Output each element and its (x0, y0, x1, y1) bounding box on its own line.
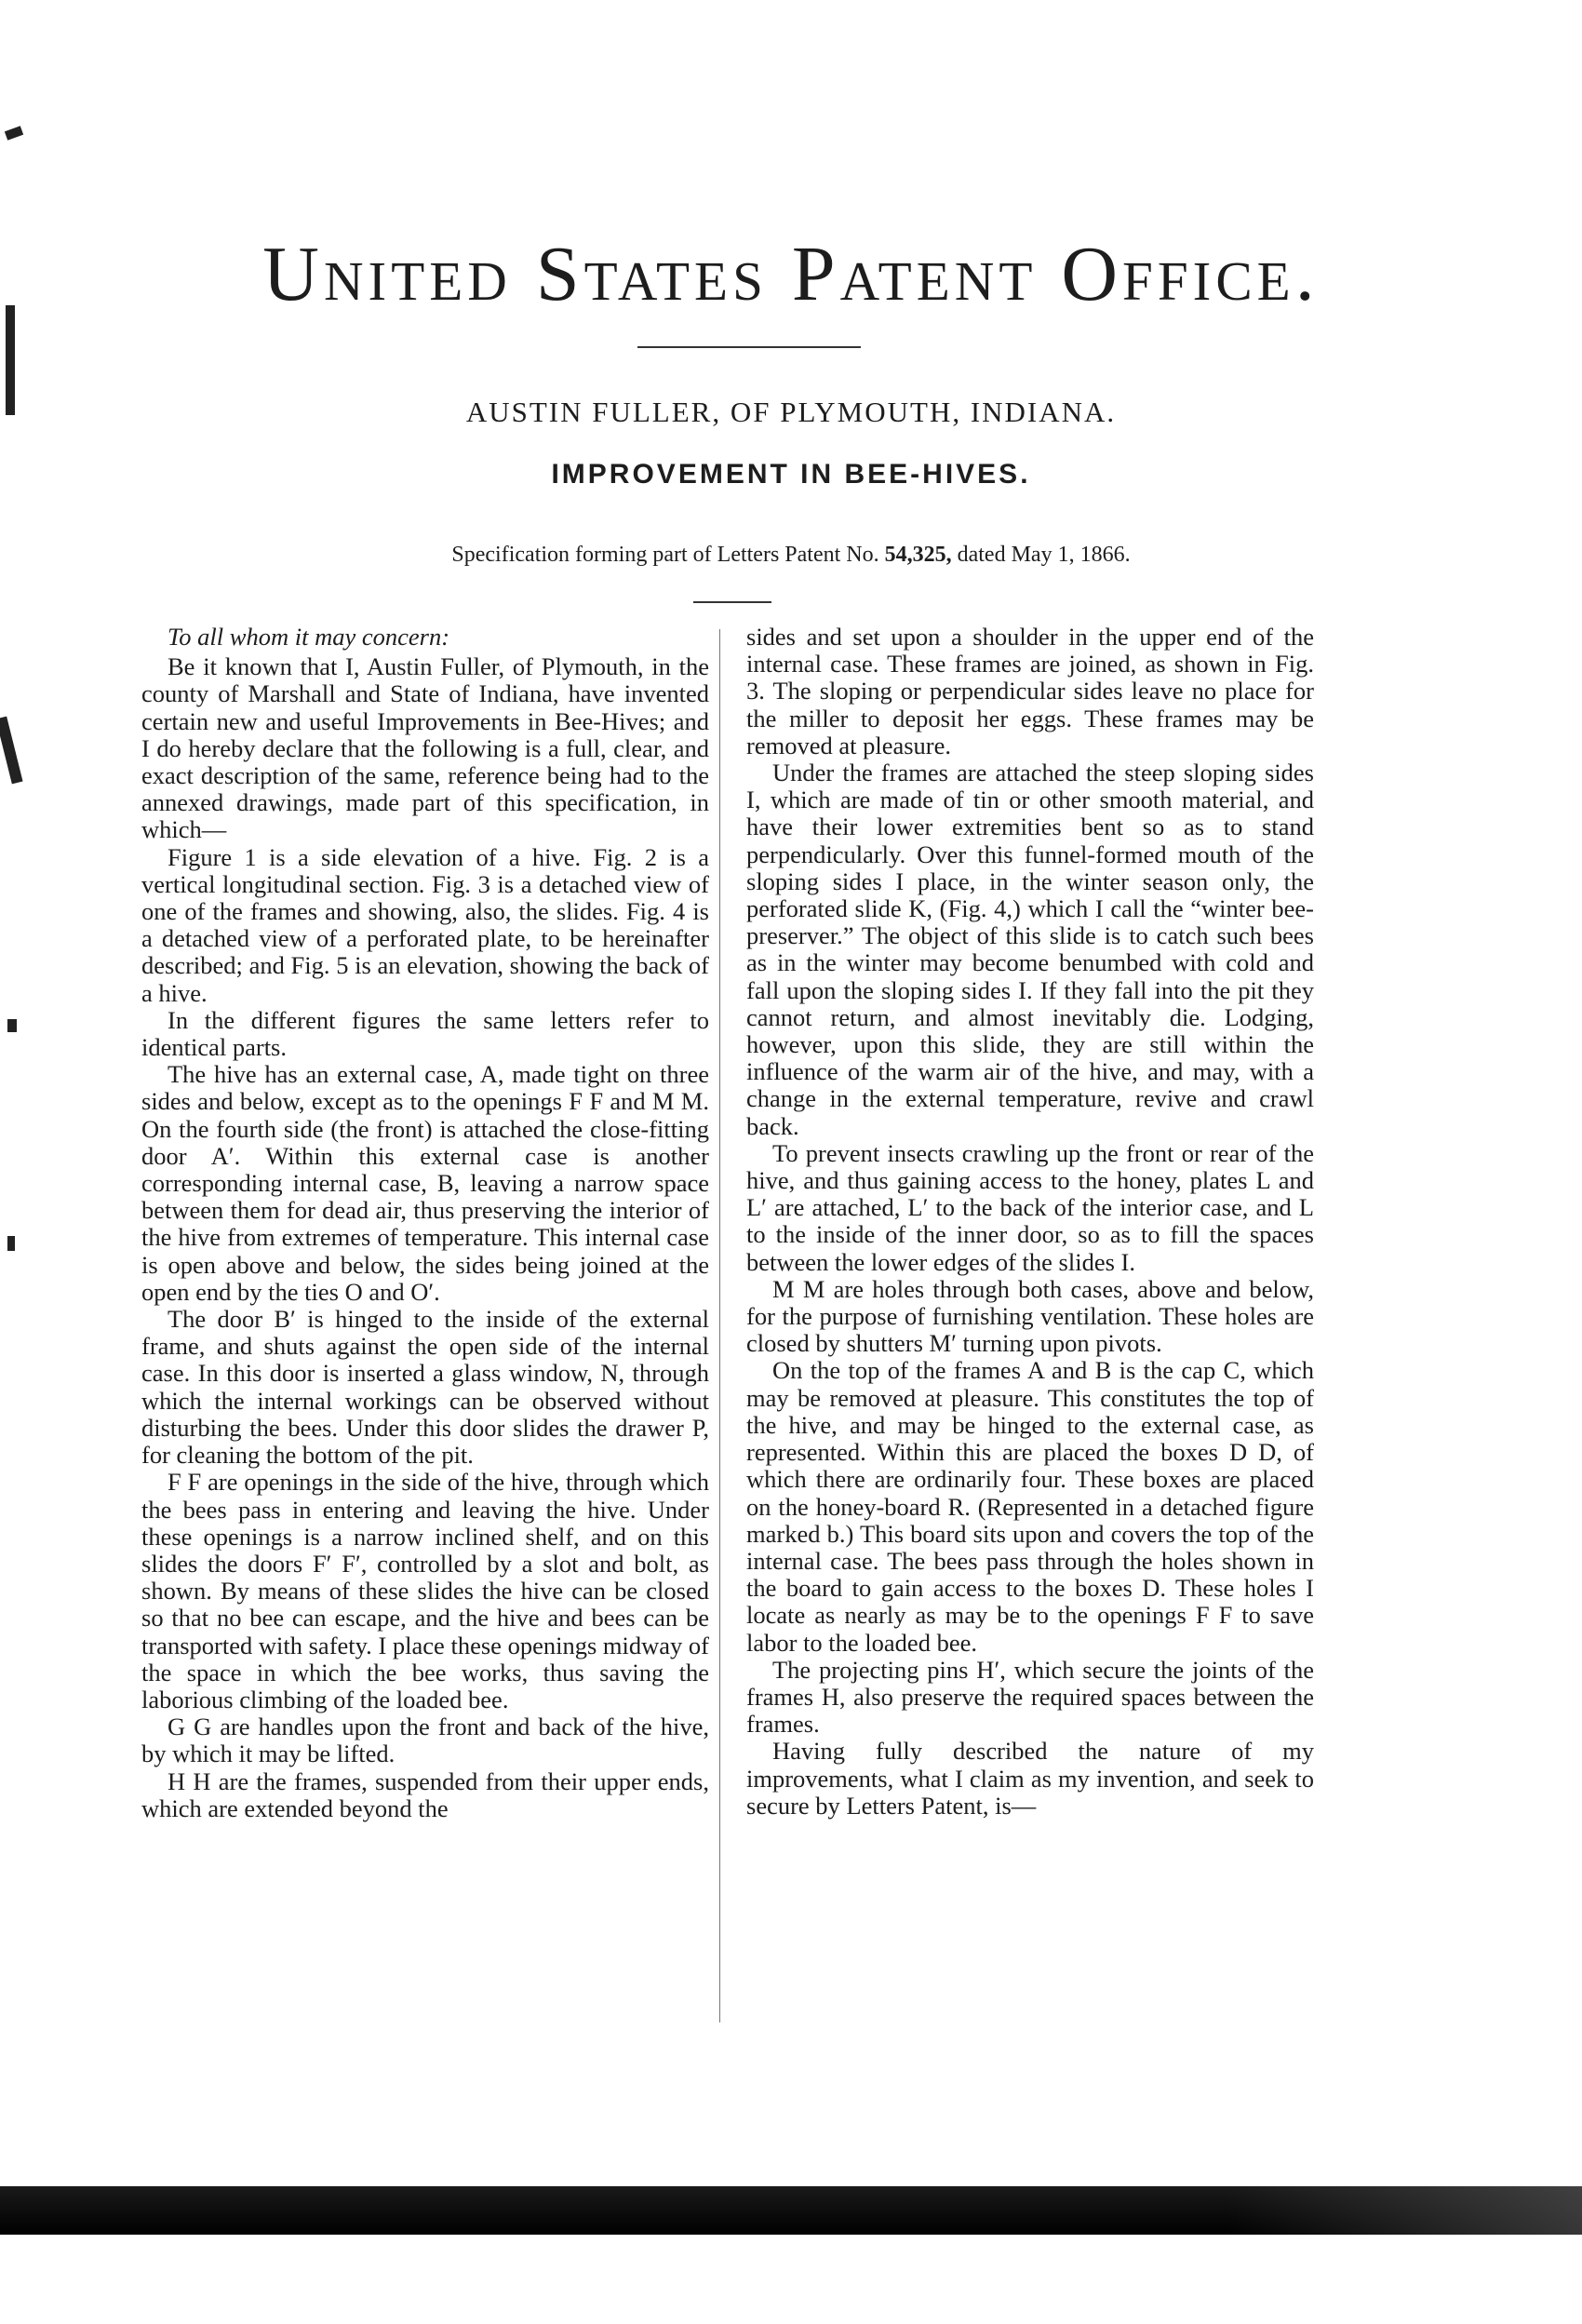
paragraph: sides and set upon a shoulder in the upper end of the internal case. These frames are joined, as shown in Fig. 3. The sloping or perpendicular sides leave no place for the miller to deposit her eggs. These frames may be removed at pleasure. (746, 623, 1314, 759)
spec-rule (693, 601, 771, 603)
scan-speck (7, 1019, 17, 1032)
inventor-line: AUSTIN FULLER, OF PLYMOUTH, INDIANA. (465, 396, 1117, 428)
paragraph: The door B′ is hinged to the inside of the external frame, and shuts against the open side of the internal case. In this door is inserted a glass window, N, through which the internal workings can be observed without disturbing the bees. Under this door slides the drawer P, for cleaning the bottom of the pit. (141, 1305, 709, 1470)
spec-prefix: Specification forming part of Letters Patent No. (451, 543, 879, 567)
column-divider (719, 629, 720, 2022)
paragraph: The hive has an external case, A, made tight on three sides and below, except as to the openings F F and M M. On the fourth side (the front) is attached the close-fitting door A′. Within this external case is another corresponding internal case, B, leaving a narrow space between them for dead air, thus preserving the interior of the hive from extremes of temperature. This internal case is open above and below, the sides being joined at the open end by the ties O and O′. (141, 1060, 709, 1306)
paragraph: In the different figures the same letters refer to identical parts. (141, 1005, 709, 1062)
specification-line (0, 543, 1582, 568)
patent-number: 54,325, (884, 543, 952, 567)
scan-speck (5, 126, 23, 141)
patent-office-title: United States Patent Office. (262, 231, 1320, 317)
paragraph: Under the frames are attached the steep sloping sides I, which are made of tin or other smooth material, and have their lower extremities bent so as to stand perpendicularly. Over this funnel-formed mouth of the sloping sides I place, in the winter season only, the perforated slide K, (Fig. 4,) which I call the “winter bee-preserver.” The object of this slide is to catch such bees as in the winter may become benumbed with cold and fall upon the sloping sides I. If they fall into the pit they cannot return, and almost inevitably die. Lodging, however, upon this slide, they are still within the influence of the warm air of the hive, and may, with a change in the external temperature, revive and crawl back. (746, 759, 1314, 1140)
left-column (141, 624, 709, 1822)
salutation: To all whom it may concern: (168, 623, 450, 651)
paragraph: On the top of the frames A and B is the cap C, which may be removed at pleasure. This constitutes the top of the hive, and may be hinged to the external case, as represented. Within this are placed the boxes D D, of which there are ordinarily four. These boxes are placed on the honey-board R. (Represented in a detached figure marked b.) This board sits upon and covers the top of the internal case. The bees pass through the holes shown in the board to gain access to the boxes D. These holes I locate as nearly as may be to the openings F F to save labor to the loaded bee. (746, 1356, 1314, 1657)
paragraph: To prevent insects crawling up the front or rear of the hive, and thus gaining access to the honey, plates L and L′ are attached, L′ to the back of the interior case, and L to the inside of the inner door, so as to fill the spaces between the lower edges of the slides I. (746, 1138, 1314, 1276)
title-rule (637, 346, 861, 348)
paragraph: M M are holes through both cases, above and below, for the purpose of furnishing ventilation. These holes are closed by shutters M′ turning upon pivots. (746, 1274, 1314, 1358)
paragraph: The projecting pins H′, which secure the joints of the frames H, also preserve the required spaces between the frames. (746, 1655, 1314, 1739)
invention-title: IMPROVEMENT IN BEE-HIVES. (551, 459, 1031, 490)
paragraph: Having fully described the nature of my improvements, what I claim as my invention, and seek to secure by Letters Patent, is— (746, 1737, 1314, 1820)
scan-speck (7, 1236, 15, 1251)
paragraph: H H are the frames, suspended from their upper ends, which are extended beyond the (141, 1767, 709, 1822)
paragraph: G G are handles upon the front and back of the hive, by which it may be lifted. (141, 1713, 709, 1768)
scan-speck (6, 305, 15, 415)
paragraph: F F are openings in the side of the hive, through which the bees pass in entering and leaving the hive. Under these openings is a narrow inclined shelf, and on this slides the doors F′ F′, controlled by a slot and bolt, as shown. By means of these slides the hive can be closed so that no bee can escape, and the hive and bees can be transported with safety. I place these openings midway of the space in which the bee works, thus saving the laborious climbing of the loaded bee. (141, 1468, 709, 1713)
scan-speck (0, 717, 23, 785)
right-column (746, 624, 1314, 1820)
spec-date: dated May 1, 1866. (957, 543, 1131, 567)
paragraph: Figure 1 is a side elevation of a hive. Fig. 2 is a vertical longitudinal section. Fig. 3 is a detached view of one of the frames and showing, also, the slides. Fig. 4 is a detached view of a perforated plate, to be hereinafter described; and Fig. 5 is an elevation, showing the back of a hive. (141, 842, 709, 1007)
paragraph: Be it known that I, Austin Fuller, of Plymouth, in the county of Marshall and State of Indiana, have invented certain new and useful Improvements in Bee-Hives; and I do hereby declare that the following is a full, clear, and exact description of the same, reference being had to the annexed drawings, made part of this specification, in which— (141, 652, 709, 844)
scan-bottom-band (0, 2186, 1582, 2235)
